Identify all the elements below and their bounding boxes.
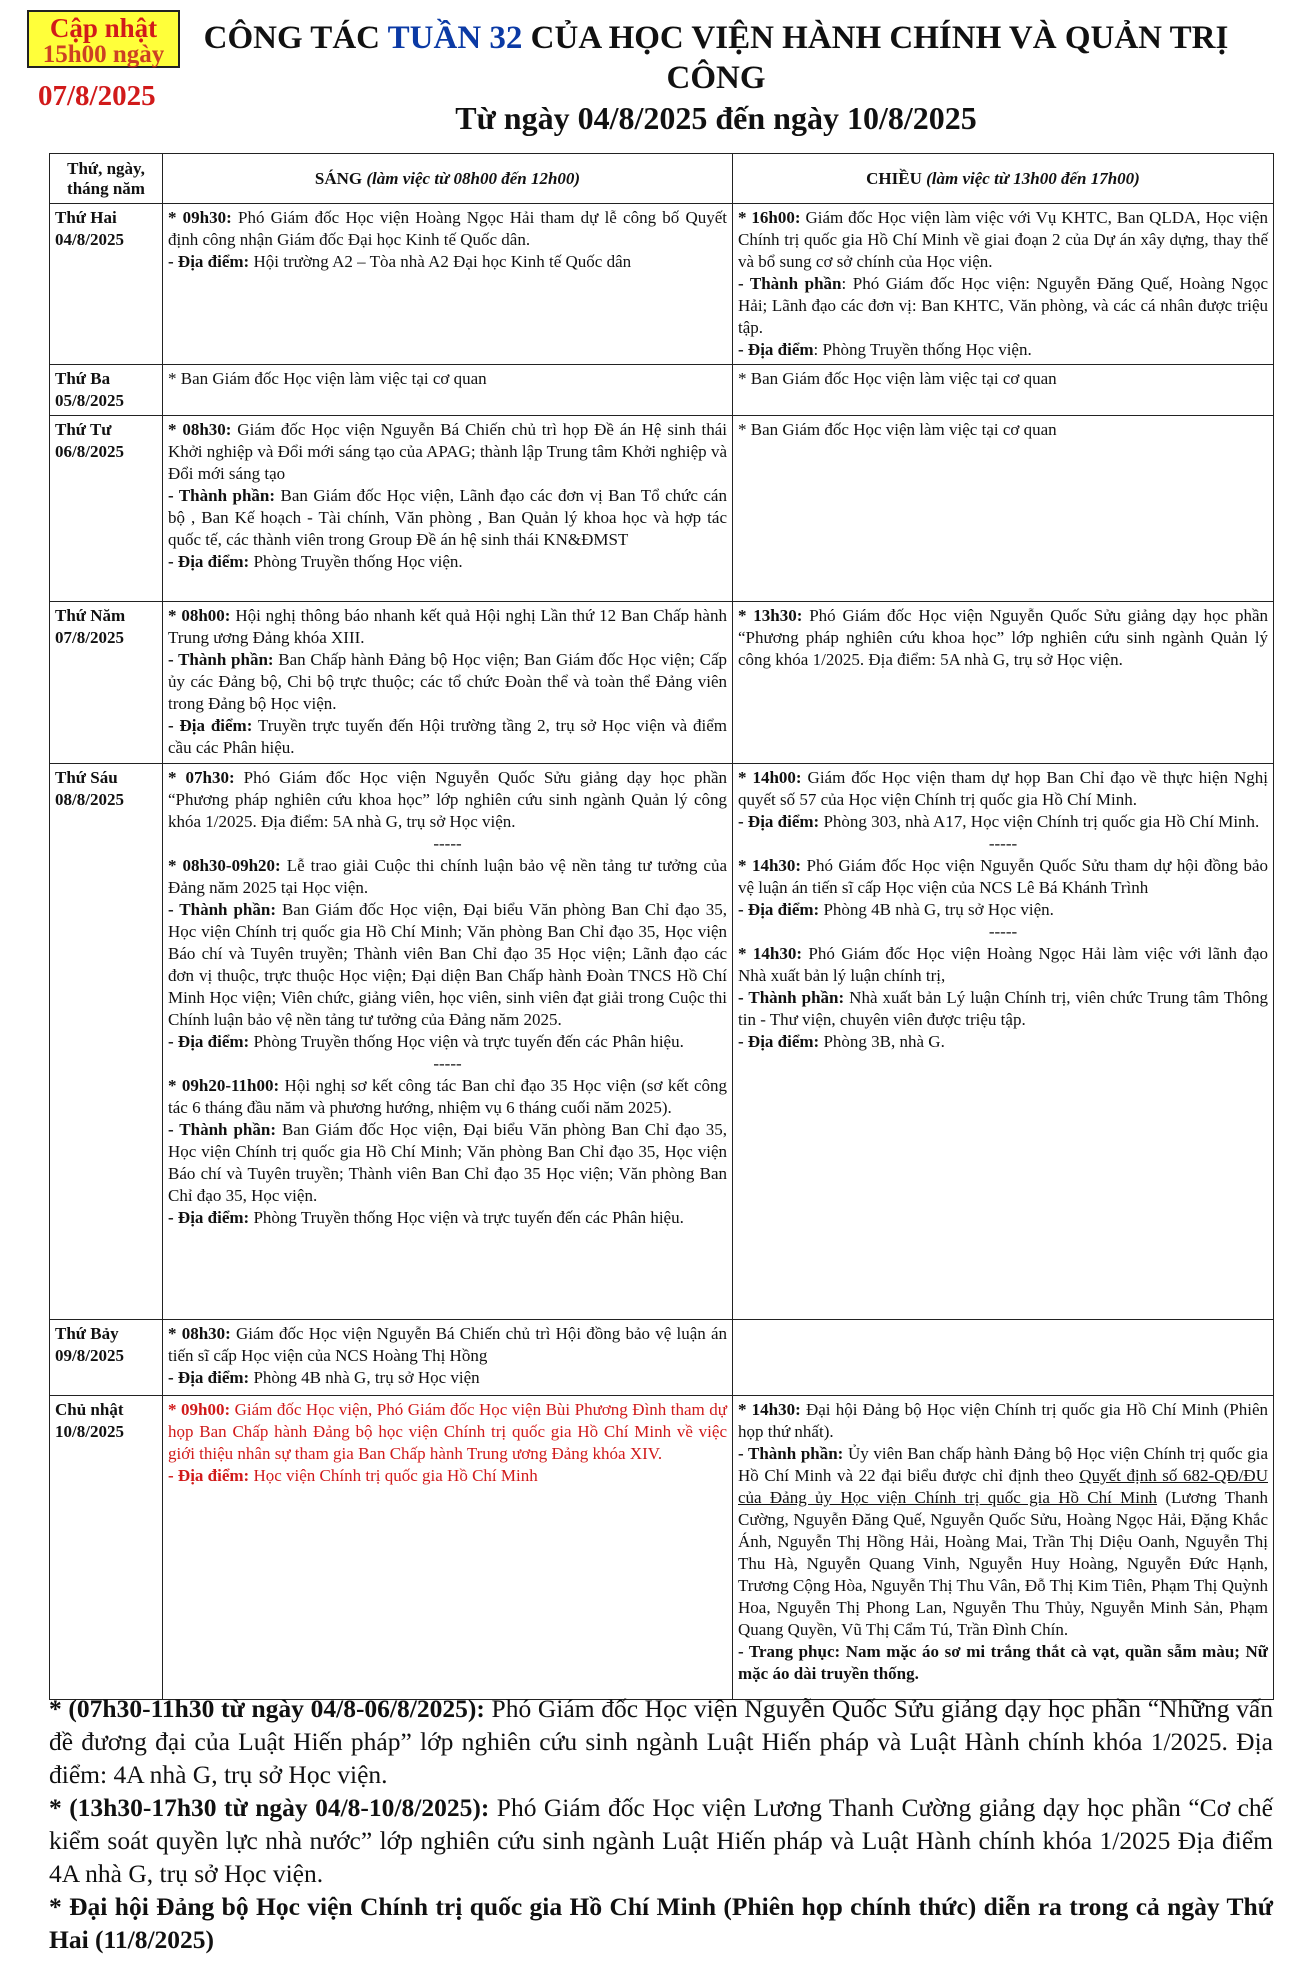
event-desc: Phó Giám đốc Học viện Nguyễn Quốc Sửu giảng dạy học phần “Phương pháp nghiên cứu khoa học” lớp nghiên cứu sinh ngành Quản lý công khóa 1/2025. Địa điểm: 5A nhà G, trụ sở Học viện. (168, 768, 727, 831)
event-desc: Hội nghị thông báo nhanh kết quả Hội nghị Lần thứ 12 Ban Chấp hành Trung ương Đảng khóa XIII. (168, 606, 727, 647)
day-cell (50, 602, 163, 764)
page-title (186, 18, 1246, 98)
row-tuesday (50, 365, 1274, 416)
day-date: 10/8/2025 (55, 1422, 124, 1441)
participants-label: - Thành phần: (168, 650, 274, 669)
day-date: 06/8/2025 (55, 442, 124, 461)
location-text: Phòng 303, nhà A17, Học viện Chính trị quốc gia Hồ Chí Minh. (819, 812, 1260, 831)
dress-code: - Trang phục: Nam mặc áo sơ mi trắng thắt cà vạt, quần sẫm màu; Nữ mặc áo dài truyền thống. (738, 1642, 1268, 1683)
separator: ----- (433, 834, 462, 853)
day-cell (50, 764, 163, 1320)
header-afternoon-note: (làm việc từ 13h00 đến 17h00) (926, 168, 1140, 188)
afternoon-cell: * Ban Giám đốc Học viện làm việc tại cơ quan (733, 416, 1274, 602)
event-time: * 09h00: (168, 1400, 231, 1419)
event-location (738, 1031, 1268, 1053)
event-item (738, 605, 1268, 671)
location-text: Phòng 4B nhà G, trụ sở Học viện (249, 1368, 480, 1387)
event-location (168, 1031, 727, 1053)
event-item (168, 1075, 727, 1119)
participants-text: : Phó Giám đốc Học viện: Nguyễn Đăng Quế, Hoàng Ngọc Hải; Lãnh đạo các đơn vị: Ban KHTC, Văn phòng, và các cá nhân được triệu tập. (738, 274, 1269, 337)
location-label: - Địa điểm: (738, 812, 820, 831)
morning-cell (163, 602, 733, 764)
event-desc: Phó Giám đốc Học viện Hoàng Ngọc Hải làm việc với lãnh đạo Nhà xuất bản lý luận chính trị, (738, 944, 1268, 985)
event-desc: Phó Giám đốc Học viện Hoàng Ngọc Hải tham dự lễ công bố Quyết định công nhận Giám đốc Đại học Kinh tế Quốc dân. (168, 208, 727, 249)
event-time: * 14h30: (738, 944, 803, 963)
day-date: 05/8/2025 (55, 391, 124, 410)
morning-cell (163, 416, 733, 602)
event-location (738, 339, 1268, 361)
event-desc: Giám đốc Học viện Nguyễn Bá Chiến chủ trì họp Đề án Hệ sinh thái Khởi nghiệp và Đổi mới sáng tạo của APAG; thành lập Trung tâm Khởi nghiệp và Đổi mới sáng tạo (168, 420, 727, 483)
row-sunday (50, 1396, 1274, 1700)
day-date: 07/8/2025 (55, 628, 124, 647)
morning-cell (163, 764, 733, 1320)
event-time: * 09h20-11h00: (168, 1076, 280, 1095)
note-3: * Đại hội Đảng bộ Học viện Chính trị quốc gia Hồ Chí Minh (Phiên họp chính thức) diễn ra trong cả ngày Thứ Hai (11/8/2025) (49, 1892, 1273, 1954)
row-monday (50, 204, 1274, 365)
event-item (738, 943, 1268, 987)
header-afternoon (733, 154, 1274, 204)
event-item (168, 1399, 727, 1465)
event-time: * 09h30: (168, 208, 232, 227)
event-location (738, 899, 1268, 921)
participants-label: - Thành phần: (738, 1444, 844, 1463)
afternoon-cell (733, 1320, 1274, 1396)
location-text: Học viện Chính trị quốc gia Hồ Chí Minh (249, 1466, 538, 1485)
day-date: 08/8/2025 (55, 790, 124, 809)
event-item (738, 1399, 1268, 1443)
event-desc: Lễ trao giải Cuộc thi chính luận bảo vệ nền tảng tư tưởng của Đảng năm 2025 tại Học viện. (168, 856, 728, 897)
location-text: Phòng Truyền thống Học viện và trực tuyến đến các Phân hiệu. (249, 1208, 684, 1227)
location-label: - Địa điểm (738, 340, 814, 359)
badge-line-2: 15h00 ngày (42, 41, 165, 68)
page-subtitle: Từ ngày 04/8/2025 đến ngày 10/8/2025 (455, 100, 977, 136)
event-time: * 14h30: (738, 856, 802, 875)
row-friday (50, 764, 1274, 1320)
event-item (168, 207, 727, 251)
location-label: - Địa điểm: (168, 252, 250, 271)
event-participants (738, 1443, 1268, 1641)
morning-cell (163, 1320, 733, 1396)
title-week: TUẦN 32 (387, 20, 523, 56)
location-label: - Địa điểm: (168, 1466, 250, 1485)
event-desc: Phó Giám đốc Học viện Nguyễn Quốc Sửu tham dự hội đồng bảo vệ luận án tiến sĩ cấp Học viện của NCS Lê Bá Khánh Trình (738, 856, 1268, 897)
event-item (168, 605, 727, 649)
event-location (168, 1367, 727, 1389)
day-name: Thứ Hai (55, 208, 117, 227)
header-morning-label: SÁNG (314, 168, 363, 188)
afternoon-cell (733, 204, 1274, 365)
location-text: Phòng Truyền thống Học viện và trực tuyến đến các Phân hiệu. (249, 1032, 684, 1051)
badge-line-1: Cập nhật (49, 13, 158, 43)
morning-cell (163, 1396, 733, 1700)
event-desc: Phó Giám đốc Học viện Nguyễn Quốc Sửu giảng dạy học phần “Phương pháp nghiên cứu khoa học” lớp nghiên cứu sinh ngành Quản lý công khóa 1/2025. Địa điểm: 5A nhà G, trụ sở Học viện. (738, 606, 1269, 669)
day-cell (50, 1396, 163, 1700)
participants-label: - Thành phần: (168, 1120, 276, 1139)
schedule-table (49, 153, 1274, 1700)
event-item (738, 855, 1268, 899)
location-text: Phòng 3B, nhà G. (819, 1032, 945, 1051)
afternoon-cell: * Ban Giám đốc Học viện làm việc tại cơ quan (733, 365, 1274, 416)
location-label: - Địa điểm: (168, 716, 253, 735)
location-text: Truyền trực tuyến đến Hội trường tầng 2, trụ sở Học viện và điểm cầu các Phân hiệu. (168, 716, 727, 757)
event-participants (168, 899, 727, 1031)
location-label: - Địa điểm: (168, 1032, 250, 1051)
day-name: Thứ Ba (55, 369, 111, 388)
event-participants (738, 273, 1268, 339)
day-cell (50, 416, 163, 602)
afternoon-cell (733, 602, 1274, 764)
afternoon-cell (733, 764, 1274, 1320)
event-item (168, 767, 727, 833)
note-1-label: * (07h30-11h30 từ ngày 04/8-06/8/2025): (49, 1694, 485, 1723)
participants-names: (Lương Thanh Cường, Nguyễn Đăng Quế, Nguyễn Quốc Sửu, Hoàng Ngọc Hải, Đặng Khắc Ánh, Nguyễn Thị Hồng Hải, Hoàng Mai, Trần Thị Diệu Oanh, Nguyễn Thị Thu Hà, Nguyễn Quang Vinh, Nguyễn Huy Hoàng, Nguyễn Đức Hạnh, Trương Cộng Hòa, Nguyễn Thị Thu Vân, Đỗ Thị Kim Tiên, Phạm Thị Quỳnh Hoa, Nguyễn Thị Phong Lan, Nguyễn Thu Thủy, Nguyễn Minh Sản, Phạm Quang Quyền, Vũ Thị Cẩm Tú, Trần Đình Chín. (738, 1488, 1268, 1639)
morning-cell: * Ban Giám đốc Học viện làm việc tại cơ quan (163, 365, 733, 416)
event-desc: Giám đốc Học viện, Phó Giám đốc Học viện Bùi Phương Đình tham dự họp Ban Chấp hành Đảng bộ học viện Chính trị quốc gia Hồ Chí Minh về việc giới thiệu nhân sự tham gia Ban Chấp hành Trung ương Đảng khóa XIV. (168, 1400, 727, 1463)
participants-label: - Thành phần: (168, 900, 276, 919)
event-participants (168, 485, 727, 551)
day-name: Thứ Bảy (55, 1324, 119, 1343)
location-label: - Địa điểm: (738, 900, 820, 919)
day-cell (50, 204, 163, 365)
row-thursday (50, 602, 1274, 764)
header-afternoon-label: CHIỀU (866, 168, 922, 188)
event-desc: Đại hội Đảng bộ Học viện Chính trị quốc gia Hồ Chí Minh (Phiên họp thứ nhất). (738, 1400, 1268, 1441)
event-location (168, 251, 727, 273)
event-item (738, 767, 1268, 811)
event-time: * 08h30: (168, 1324, 231, 1343)
day-cell (50, 365, 163, 416)
note-2 (49, 1791, 1273, 1890)
event-item (168, 855, 727, 899)
participants-text: Ban Chấp hành Đảng bộ Học viện; Ban Giám đốc Học viện; Cấp ủy các Đảng bộ, Chi bộ trực thuộc; các tổ chức Đoàn thể và toàn thể Đảng viên trong Đảng bộ Học viện. (168, 650, 727, 713)
event-desc: Giám đốc Học viện Nguyễn Bá Chiến chủ trì Hội đồng bảo vệ luận án tiến sĩ cấp Học viện của NCS Hoàng Thị Hồng (168, 1324, 727, 1365)
header-morning (163, 154, 733, 204)
row-saturday (50, 1320, 1274, 1396)
row-wednesday (50, 416, 1274, 602)
day-cell (50, 1320, 163, 1396)
note-2-text: Phó Giám đốc Học viện Lương Thanh Cường giảng dạy học phần “Cơ chế kiểm soát quyền lực nhà nước” lớp nghiên cứu sinh ngành Luật Hiến pháp và Luật Hành chính khóa 1/2025 Địa điểm 4A nhà G, trụ sở Học viện. (49, 1793, 1273, 1888)
participants-label: - Thành phần: (738, 988, 845, 1007)
event-location (168, 715, 727, 759)
event-location (738, 811, 1268, 833)
day-name: Thứ Sáu (55, 768, 118, 787)
event-time: * 16h00: (738, 208, 801, 227)
title-part-2: CỦA HỌC VIỆN HÀNH CHÍNH VÀ QUẢN TRỊ CÔNG (522, 20, 1229, 96)
participants-text: Nhà xuất bản Lý luận Chính trị, viên chức Trung tâm Thông tin - Thư viện, chuyên viên được triệu tập. (738, 988, 1268, 1029)
location-text: : Phòng Truyền thống Học viện. (813, 340, 1032, 359)
separator: ----- (988, 834, 1018, 853)
decision-reference: Quyết định số 682-QĐ/ĐU của Đảng ủy Học viện Chính trị quốc gia Hồ Chí Minh (738, 1466, 1268, 1507)
event-time: * 13h30: (738, 606, 803, 625)
event-item (168, 419, 727, 485)
event-location (168, 1465, 727, 1487)
location-text: Phòng 4B nhà G, trụ sở Học viện. (819, 900, 1054, 919)
event-desc: Hội nghị sơ kết công tác Ban chỉ đạo 35 Học viện (sơ kết công tác 6 tháng đầu năm và phương hướng, nhiệm vụ 6 tháng cuối năm 2025). (168, 1076, 728, 1117)
participants-text: Ban Giám đốc Học viện, Lãnh đạo các đơn vị Ban Tổ chức cán bộ , Ban Kế hoạch - Tài chính, Văn phòng , Ban Quản lý khoa học và hợp tác quốc tế, các thành viên trong Group Đề án hệ sinh thái KN&ĐMST (168, 486, 727, 549)
event-desc: Giám đốc Học viện làm việc với Vụ KHTC, Ban QLDA, Học viện Chính trị quốc gia Hồ Chí Minh về giai đoạn 2 của Dự án xây dựng, thay thế và bổ sung cơ sở chính của Học viện. (738, 208, 1268, 271)
event-desc: Giám đốc Học viện tham dự họp Ban Chỉ đạo về thực hiện Nghị quyết số 57 của Học viện Chính trị quốc gia Hồ Chí Minh. (738, 768, 1268, 809)
event-item (168, 1323, 727, 1367)
header-day: Thứ, ngày, tháng năm (50, 154, 163, 204)
participants-text: Ban Giám đốc Học viện, Đại biểu Văn phòng Ban Chỉ đạo 35, Học viện Chính trị quốc gia Hồ Chí Minh; Văn phòng Ban Chỉ đạo 35, Học viện Báo chí và Tuyên truyền; Thành viên Ban Chỉ đạo 35 Học viện; Lãnh đạo các đơn vị thuộc, trực thuộc Học viện; Đại diện Ban Chấp hành Đoàn TNCS Hồ Chí Minh Học viện; Viên chức, giảng viên, học viên, sinh viên đạt giải trong Cuộc thi Chính luận bảo vệ nền tảng tư tưởng của Đảng năm 2025. (168, 900, 727, 1029)
event-item (738, 207, 1268, 273)
event-location (168, 551, 727, 573)
note-2-label: * (13h30-17h30 từ ngày 04/8-10/8/2025): (49, 1793, 490, 1822)
header-row (50, 154, 1274, 204)
day-date: 09/8/2025 (55, 1346, 124, 1365)
event-time: * 07h30: (168, 768, 235, 787)
event-location (168, 1207, 727, 1229)
location-label: - Địa điểm: (168, 1368, 250, 1387)
event-participants (168, 649, 727, 715)
location-text: Phòng Truyền thống Học viện. (249, 552, 463, 571)
update-badge (27, 10, 180, 68)
event-time: * 08h00: (168, 606, 231, 625)
participants-label: - Thành phần: (168, 486, 276, 505)
participants-label: - Thành phần (738, 274, 842, 293)
separator: ----- (433, 1054, 462, 1073)
event-time: * 08h30-09h20: (168, 856, 281, 875)
participants-text: Ban Giám đốc Học viện, Đại biểu Văn phòng Ban Chỉ đạo 35, Học viện Chính trị quốc gia Hồ Chí Minh; Văn phòng Ban Chỉ đạo 35, Học viện Báo chí và Tuyên truyền; Thành viên Ban Chỉ đạo 35 Học viện; Văn phòng Ban Chỉ đạo 35, Học viện. (168, 1120, 727, 1205)
footer-notes (49, 1692, 1273, 1956)
event-time: * 14h00: (738, 768, 802, 787)
event-participants (168, 1119, 727, 1207)
day-name: Thứ Tư (55, 420, 112, 439)
event-time: * 08h30: (168, 420, 232, 439)
day-name: Thứ Năm (55, 606, 126, 625)
separator: ----- (988, 922, 1018, 941)
title-part-1: CÔNG TÁC (203, 20, 388, 56)
header-morning-note: (làm việc từ 08h00 đến 12h00) (366, 168, 581, 188)
morning-cell (163, 204, 733, 365)
note-1-text: Phó Giám đốc Học viện Nguyễn Quốc Sửu giảng dạy học phần “Những vấn đề đương đại của Luật Hiến pháp” lớp nghiên cứu sinh ngành Luật Hiến pháp và Luật Hành chính khóa 1/2025. Địa điểm: 4A nhà G, trụ sở Học viện. (49, 1694, 1273, 1789)
badge-date: 07/8/2025 (38, 80, 156, 112)
participants-text: Ủy viên Ban chấp hành Đảng bộ Học viện Chính trị quốc gia Hồ Chí Minh và 22 đại biểu được chỉ định theo (738, 1444, 1268, 1485)
location-label: - Địa điểm: (168, 1208, 250, 1227)
event-time: * 14h30: (738, 1400, 801, 1419)
location-text: Hội trường A2 – Tòa nhà A2 Đại học Kinh tế Quốc dân (249, 252, 632, 271)
event-participants (738, 987, 1268, 1031)
location-label: - Địa điểm: (168, 552, 250, 571)
day-date: 04/8/2025 (55, 230, 124, 249)
note-1 (49, 1692, 1273, 1791)
location-label: - Địa điểm: (738, 1032, 820, 1051)
afternoon-cell (733, 1396, 1274, 1700)
day-name: Chủ nhật (55, 1400, 124, 1419)
